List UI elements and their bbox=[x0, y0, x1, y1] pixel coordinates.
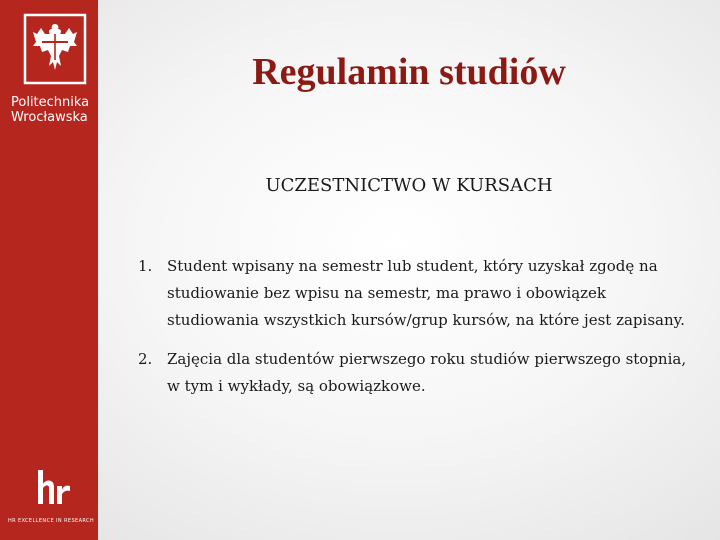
university-emblem-icon bbox=[22, 12, 88, 86]
hr-caption: HR EXCELLENCE IN RESEARCH bbox=[8, 518, 94, 524]
slide-subtitle: UCZESTNICTWO W KURSACH bbox=[265, 175, 553, 196]
list-item bbox=[138, 346, 698, 400]
slide-title: Regulamin studiów bbox=[252, 51, 566, 93]
hr-excellence-logo-icon bbox=[30, 466, 74, 510]
list-item bbox=[138, 253, 698, 334]
list-item-number: 1. bbox=[138, 257, 153, 275]
rules-list bbox=[138, 253, 698, 412]
sidebar bbox=[0, 0, 98, 540]
list-item-text: Student wpisany na semestr lub student, który uzyskał zgodę na studiowanie bez wpisu na semestr, ma prawo i obowiązek studiowania wszystkich kursów/grup kursów, na które jest zapisany. bbox=[167, 257, 685, 329]
university-name-line2: Wrocławska bbox=[11, 110, 88, 125]
list-item-text: Zajęcia dla studentów pierwszego roku studiów pierwszego stopnia, w tym i wykłady, są obowiązkowe. bbox=[167, 350, 687, 395]
university-name-line1: Politechnika bbox=[11, 95, 90, 110]
list-item-number: 2. bbox=[138, 350, 153, 368]
university-name bbox=[11, 95, 95, 125]
